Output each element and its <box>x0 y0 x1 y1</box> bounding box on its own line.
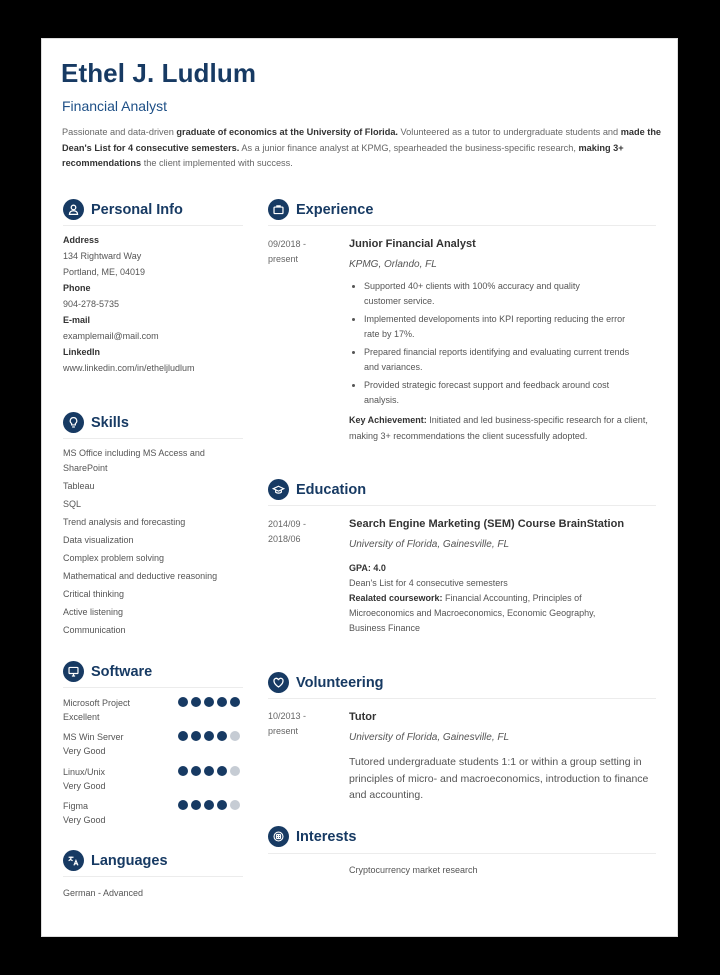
degree-title: Search Engine Marketing (SEM) Course BrainStation <box>349 518 625 530</box>
coursework-label: Realated coursework: <box>349 593 443 603</box>
address-line1: 134 Rightward Way <box>63 251 142 261</box>
section-header-languages <box>63 850 168 871</box>
key-achievement-label: Key Achievement: <box>349 415 427 425</box>
skill-item: Active listening <box>63 607 124 617</box>
divider <box>63 876 243 877</box>
education-date <box>268 517 328 547</box>
rating-dot-empty <box>230 800 240 810</box>
skill-item: SQL <box>63 499 82 509</box>
date-start: 10/2013 - <box>268 711 307 721</box>
divider <box>268 505 656 506</box>
skill-item: Tableau <box>63 481 95 491</box>
rating-dots <box>178 731 243 741</box>
skill-item: Mathematical and deductive reasoning <box>63 571 218 581</box>
date-end: present <box>268 254 299 264</box>
section-title: Languages <box>91 852 168 869</box>
section-title: Experience <box>296 201 374 218</box>
skill-item: Communication <box>63 625 126 635</box>
section-header-skills <box>63 412 129 433</box>
rating-dot-filled <box>204 697 214 707</box>
skill-item: Critical thinking <box>63 589 125 599</box>
rating-dot-empty <box>230 731 240 741</box>
user-icon <box>63 199 84 220</box>
summary <box>62 125 662 172</box>
divider <box>63 687 243 688</box>
rating-dot-filled <box>178 731 188 741</box>
interests-icon <box>268 826 289 847</box>
section-title: Volunteering <box>296 674 384 691</box>
software-item <box>63 765 243 793</box>
gpa: GPA: 4.0 <box>349 563 386 573</box>
bullet-item: • Implemented developoments into KPI reporting reducing the error rate by 17%. <box>364 312 639 342</box>
volunteering-entry <box>349 711 659 804</box>
bullet-item: • Supported 40+ clients with 100% accuracy and quality customer service. <box>364 279 619 309</box>
email-value[interactable]: examplemail@mail.com <box>63 331 159 341</box>
deans-list: Dean's List for 4 consecutive semesters <box>349 578 508 588</box>
software-name: Linux/Unix <box>63 767 106 777</box>
interest-item: Cryptocurrency market research <box>349 865 478 875</box>
summary-part: Passionate and data-driven <box>62 127 177 137</box>
skills-list <box>63 446 243 641</box>
linkedin-value[interactable]: www.linkedin.com/in/etheljludlum <box>63 363 195 373</box>
job-title: Junior Financial Analyst <box>349 238 476 250</box>
candidate-title: Financial Analyst <box>62 98 168 114</box>
software-level: Excellent <box>63 712 100 722</box>
software-level: Very Good <box>63 815 106 825</box>
rating-dot-filled <box>191 731 201 741</box>
rating-dot-filled <box>217 697 227 707</box>
company: KPMG, Orlando, FL <box>349 259 437 270</box>
software-item <box>63 730 243 758</box>
lightbulb-icon <box>63 412 84 433</box>
address-line2: Portland, ME, 04019 <box>63 267 146 277</box>
date-end: present <box>268 726 299 736</box>
monitor-icon <box>63 661 84 682</box>
rating-dot-filled <box>217 731 227 741</box>
skill-item: Data visualization <box>63 535 134 545</box>
divider <box>268 853 656 854</box>
divider <box>63 438 243 439</box>
software-item <box>63 799 243 827</box>
volunteering-date <box>268 709 328 739</box>
summary-part: As a junior finance analyst at KPMG, spearheaded the business-specific research, <box>239 142 579 153</box>
briefcase-icon <box>268 199 289 220</box>
heart-icon <box>268 672 289 693</box>
languages-list <box>63 885 243 901</box>
software-name: MS Win Server <box>63 732 124 742</box>
section-header-personal-info <box>63 199 183 220</box>
bullet-item: • Prepared financial reports identifying and evaluating current trends and variances. <box>364 345 639 375</box>
coursework: Financial Accounting, Principles of Microeconomics and Macroeconomics, Economic Geography, Business Finance <box>349 593 596 633</box>
email-label: E-mail <box>63 315 91 325</box>
volunteer-description: Tutored undergraduate students 1:1 or within a group setting in principles of micro- and macroeconomics, introduction to finance and accounting. <box>349 756 649 801</box>
linkedin-label: LinkedIn <box>63 347 101 357</box>
software-item <box>63 696 243 724</box>
section-title: Interests <box>296 828 357 845</box>
divider <box>63 225 243 226</box>
section-header-experience <box>268 199 373 220</box>
summary-part: Volunteered as a tutor to undergraduate students and <box>398 127 621 137</box>
language-item: German - Advanced <box>63 888 144 898</box>
volunteer-org: University of Florida, Gainesville, FL <box>349 732 510 743</box>
summary-part: graduate of economics at the University of Florida. <box>176 127 398 137</box>
rating-dot-filled <box>204 800 214 810</box>
rating-dot-empty <box>230 766 240 776</box>
resume-page <box>41 38 678 937</box>
section-title: Skills <box>91 414 129 431</box>
rating-dots <box>178 766 243 776</box>
software-level: Very Good <box>63 746 106 756</box>
software-name: Figma <box>63 801 89 811</box>
skill-item: MS Office including MS Access and SharePoint <box>63 448 205 473</box>
rating-dot-filled <box>230 697 240 707</box>
key-achievement <box>349 413 659 444</box>
translate-icon <box>63 850 84 871</box>
bullet-item: • Provided strategic forecast support and feedback around cost analysis. <box>364 378 619 408</box>
rating-dot-filled <box>191 766 201 776</box>
rating-dot-filled <box>178 800 188 810</box>
section-header-software <box>63 661 152 682</box>
divider <box>268 225 656 226</box>
section-header-education <box>268 479 366 500</box>
summary-part: made the Dean's List for 4 consecutive semesters. <box>62 127 662 153</box>
rating-dots <box>178 800 243 810</box>
phone-label: Phone <box>63 283 91 293</box>
education-details <box>349 561 659 636</box>
education-entry <box>349 518 659 636</box>
volunteer-title: Tutor <box>349 711 377 723</box>
software-name: Microsoft Project <box>63 698 131 708</box>
rating-dot-filled <box>204 766 214 776</box>
graduation-cap-icon <box>268 479 289 500</box>
divider <box>268 698 656 699</box>
date-start: 09/2018 - <box>268 239 307 249</box>
summary-part: making 3+ recommendations <box>62 142 624 168</box>
rating-dot-filled <box>191 800 201 810</box>
experience-entry <box>349 238 659 444</box>
school: University of Florida, Gainesville, FL <box>349 539 510 550</box>
rating-dot-filled <box>191 697 201 707</box>
date-start: 2014/09 - <box>268 519 307 529</box>
rating-dot-filled <box>217 800 227 810</box>
software-level: Very Good <box>63 781 106 791</box>
candidate-name: Ethel J. Ludlum <box>61 58 257 88</box>
rating-dot-filled <box>217 766 227 776</box>
summary-part: the client implemented with success. <box>141 158 293 168</box>
skill-item: Trend analysis and forecasting <box>63 517 186 527</box>
rating-dot-filled <box>178 766 188 776</box>
section-title: Software <box>91 663 153 680</box>
date-end: 2018/06 <box>268 534 301 544</box>
experience-bullets <box>349 279 659 408</box>
personal-info <box>63 235 243 376</box>
section-header-volunteering <box>268 672 384 693</box>
phone-value: 904-278-5735 <box>63 299 120 309</box>
rating-dot-filled <box>178 697 188 707</box>
key-achievement-text: Initiated and led business-specific research for a client, making 3+ recommendations the client sucessfully adopted. <box>349 415 648 441</box>
address-label: Address <box>63 235 100 245</box>
section-header-interests <box>268 826 356 847</box>
skill-item: Complex problem solving <box>63 553 165 563</box>
rating-dot-filled <box>204 731 214 741</box>
rating-dots <box>178 697 243 707</box>
experience-date <box>268 237 328 267</box>
section-title: Personal Info <box>91 201 183 218</box>
section-title: Education <box>296 481 367 498</box>
